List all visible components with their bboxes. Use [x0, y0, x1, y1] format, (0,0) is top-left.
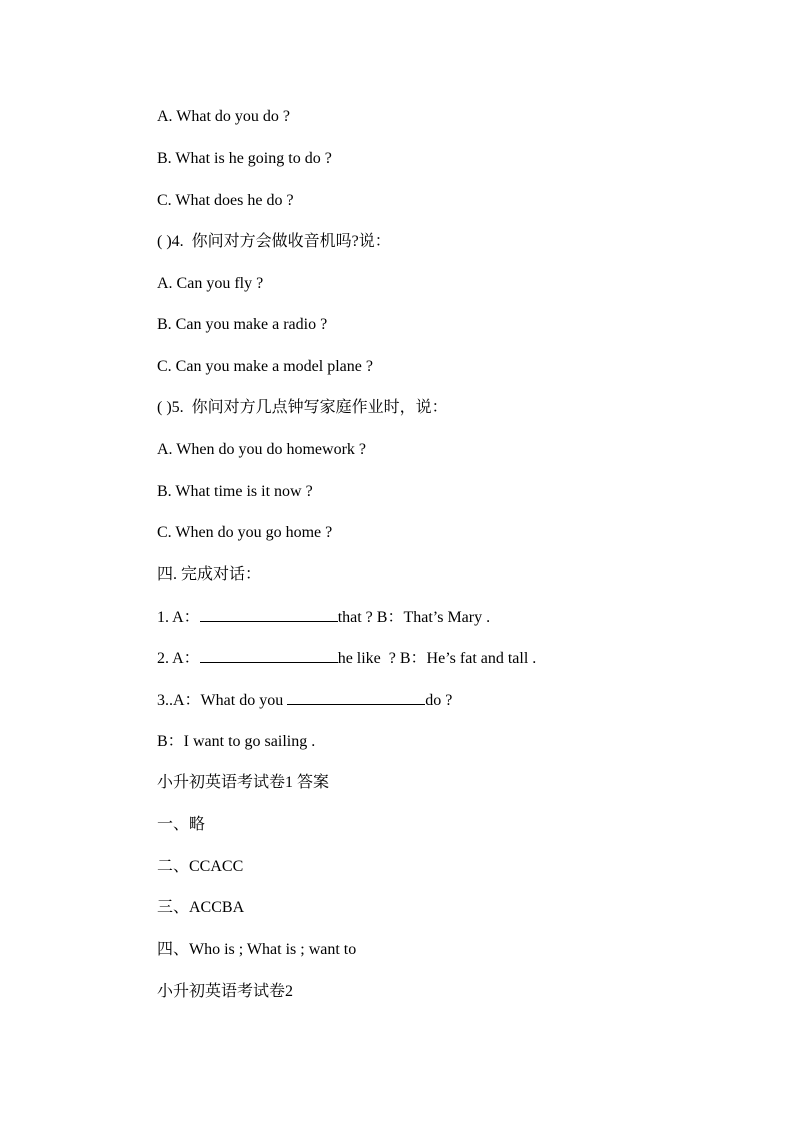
question-5: ( )5. 你问对方几点钟写家庭作业时，说： — [157, 399, 448, 416]
dialogue-3-suffix: do ? — [425, 692, 453, 709]
answer-section-1: 一、略 — [157, 816, 206, 833]
answer-section-4: 四、Who is ; What is ; want to — [157, 941, 357, 958]
answer-blank-2 — [200, 648, 338, 663]
dialogue-item-2 — [157, 648, 536, 669]
option-a-q3: A. What do you do ? — [157, 108, 291, 125]
answer-blank-1 — [200, 607, 338, 622]
dialogue-item-3 — [157, 690, 452, 711]
section-4-heading: 四. 完成对话： — [157, 566, 262, 583]
dialogue-1-suffix: that ? B：That’s Mary . — [337, 609, 491, 626]
option-c-q3: C. What does he do ? — [157, 192, 294, 209]
option-c-q4: C. Can you make a model plane ? — [157, 358, 373, 375]
question-4: ( )4. 你问对方会做收音机吗?说： — [157, 233, 391, 250]
answer-key-title: 小升初英语考试卷1 答案 — [157, 774, 330, 791]
option-b-q4: B. Can you make a radio ? — [157, 316, 328, 333]
answer-section-2: 二、CCACC — [157, 858, 244, 875]
next-exam-title: 小升初英语考试卷2 — [157, 983, 294, 1000]
option-b-q5: B. What time is it now ? — [157, 483, 313, 500]
dialogue-2-suffix: he like ? B：He’s fat and tall . — [337, 650, 537, 667]
option-a-q4: A. Can you fly ? — [157, 275, 264, 292]
option-c-q5: C. When do you go home ? — [157, 524, 333, 541]
dialogue-item-3-reply: B：I want to go sailing . — [157, 733, 316, 750]
option-a-q5: A. When do you do homework ? — [157, 441, 366, 458]
answer-section-3: 三、ACCBA — [157, 899, 245, 916]
dialogue-2-prefix: 2. A： — [157, 650, 200, 667]
option-b-q3: B. What is he going to do ? — [157, 150, 332, 167]
dialogue-3-prefix: 3..A：What do you — [157, 692, 288, 709]
dialogue-item-1 — [157, 607, 490, 628]
dialogue-1-prefix: 1. A： — [157, 609, 200, 626]
answer-blank-3 — [287, 690, 425, 705]
